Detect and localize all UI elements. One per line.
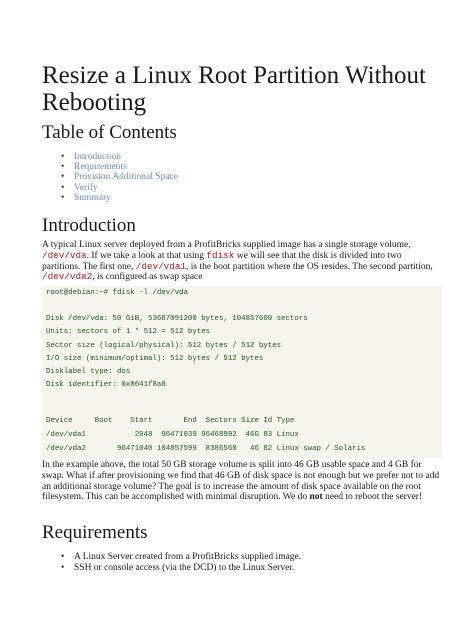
code-line: Disk /dev/vda: 50 GiB, 53687091200 bytes, 104857600 sectors [46, 315, 308, 323]
emphasis-not: not [309, 492, 323, 503]
code-line: /dev/vda2 96471040 104857599 8386560 4G 82 Linux swap / Solaris [46, 445, 366, 453]
text-run: , is the boot partition where the OS resides. The second partition, [185, 261, 433, 272]
text-run: need to reboot the server! [322, 492, 423, 503]
toc-link-introduction[interactable]: • Introduction [42, 152, 178, 162]
code-line: /dev/vda1 2048 96471039 96468992 46G 83 Linux [46, 431, 299, 439]
code-line: Units: sectors of 1 * 512 = 512 bytes [46, 328, 211, 336]
toc-link-requirements[interactable]: • Requirements [42, 162, 178, 172]
text-run: A typical Linux server deployed from a ProfitBricks supplied image has a single storage volume, [42, 240, 411, 250]
toc-list [42, 152, 178, 203]
requirement-item: • A Linux Server created from a ProfitBricks supplied image. [42, 552, 301, 563]
text-run: . If we take a look at that using [86, 250, 207, 261]
code-line: I/O size (minimum/optimal): 512 bytes / 512 bytes [46, 355, 264, 363]
inline-code-dev-vda: /dev/vda [42, 249, 87, 261]
code-block [42, 286, 442, 458]
explanation-paragraph [42, 460, 442, 503]
toc-link-summary[interactable]: • Summary [42, 193, 178, 203]
inline-code-fdisk: fdisk [206, 249, 235, 261]
text-run: we will see that the disk is divided into two partitions. The first one, [42, 250, 402, 272]
code-line: Device Boot Start End Sectors Size Id Type [46, 417, 295, 425]
code-line: Sector size (logical/physical): 512 bytes / 512 bytes [46, 342, 282, 350]
inline-code-dev-vda1: /dev/vda1 [135, 260, 186, 272]
requirements-list [42, 552, 301, 574]
toc-heading: Table of Contents [42, 122, 177, 143]
introduction-heading: Introduction [42, 215, 136, 236]
requirement-item: • SSH or console access (via the DCD) to the Linux Server. [42, 563, 301, 574]
code-line: Disklabel type: dos [46, 368, 131, 376]
introduction-paragraph [42, 240, 442, 283]
toc-link-verify[interactable]: • Verify [42, 183, 178, 193]
document-title: Resize a Linux Root Partition Without Rebooting [42, 62, 426, 116]
text-run: In the example above, the total 50 GB storage volume is split into 46 GB usable space and 4 GB for swap. What if after provisioning we find that 46 GB of disk space is not enough but we prefer not to add an additional storage volume? The goal is to increase the amount of disk space available on the root filesystem. This can be accomplished with minimal disruption. We do [42, 460, 440, 503]
toc-link-provision[interactable]: • Provision Additional Space [42, 172, 178, 182]
inline-code-dev-vda2: /dev/vda2 [42, 271, 93, 283]
requirements-heading: Requirements [42, 522, 148, 543]
text-run: , is configured as swap space [92, 272, 203, 283]
code-line: root@debian:~# fdisk -l /dev/vda [46, 289, 188, 297]
code-line: Disk identifier: 0x0041f8a8 [46, 381, 166, 389]
